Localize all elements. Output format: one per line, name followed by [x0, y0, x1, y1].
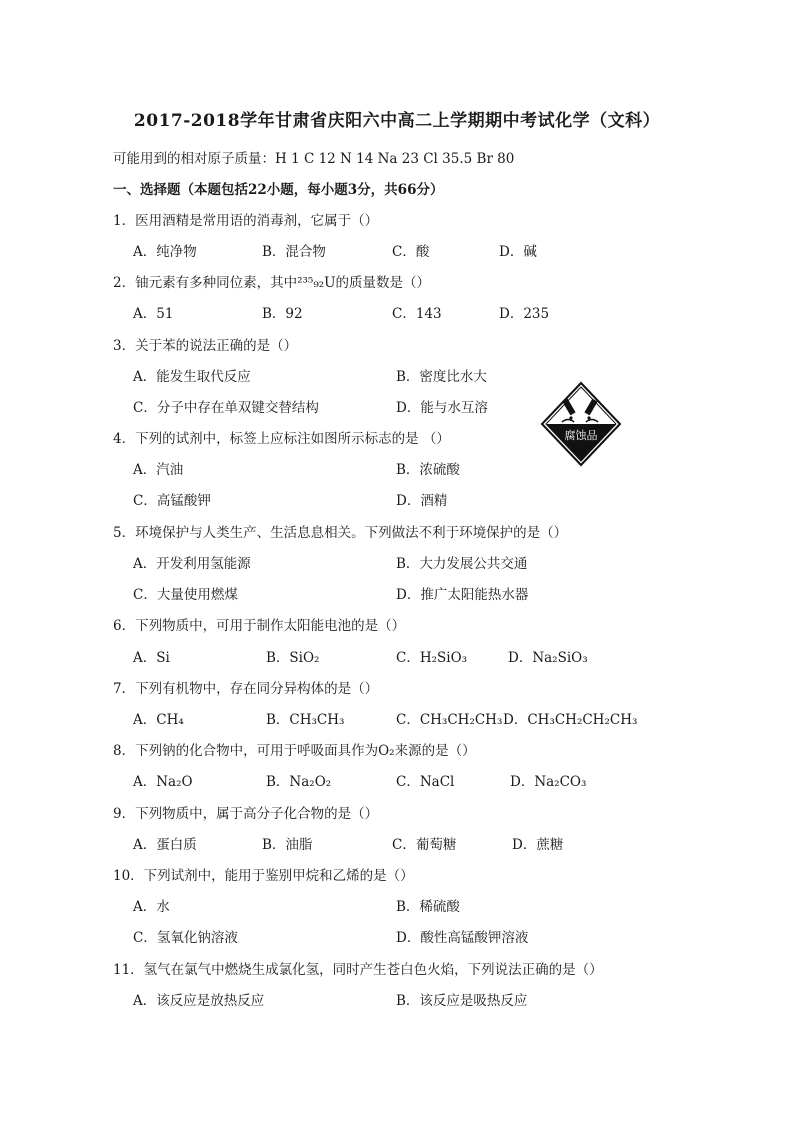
corrosive-hazard-icon [540, 381, 622, 467]
option-a: A．Si [133, 650, 170, 666]
question-stem: 2．铀元素有多种同位素，其中²³⁵₉₂U的质量数是（） [113, 275, 431, 291]
atomic-masses-note: 可能用到的相对原子质量：H 1 C 12 N 14 Na 23 Cl 35.5 Br 80 [113, 151, 515, 167]
option-c: C．分子中存在单双键交替结构 [133, 400, 319, 416]
option-b: B．油脂 [262, 837, 313, 853]
option-c: C．大量使用燃煤 [133, 587, 238, 603]
option-d: D．推广太阳能热水器 [396, 587, 529, 603]
option-d: D．CH₃CH₂CH₂CH₃ [503, 712, 638, 728]
option-c: C．NaCl [396, 774, 455, 790]
option-a: A．蛋白质 [133, 837, 197, 853]
option-d: D．蔗糖 [512, 837, 564, 853]
option-b: B．混合物 [262, 244, 326, 260]
option-a: A．汽油 [133, 462, 184, 478]
option-c: C．氢氧化钠溶液 [133, 930, 238, 946]
question-stem: 11．氢气在氯气中燃烧生成氯化氢，同时产生苍白色火焰，下列说法正确的是（） [113, 962, 603, 978]
option-a: A．CH₄ [133, 712, 184, 728]
option-c: C．酸 [392, 244, 430, 260]
option-c: C．CH₃CH₂CH₃ [396, 712, 503, 728]
question-stem: 9．下列物质中，属于高分子化合物的是（） [113, 806, 379, 822]
option-b: B．稀硫酸 [396, 899, 460, 915]
question-stem: 10．下列试剂中，能用于鉴别甲烷和乙烯的是（） [113, 868, 414, 884]
question-stem: 6．下列物质中，可用于制作太阳能电池的是（） [113, 618, 406, 634]
option-d: D．能与水互溶 [396, 400, 488, 416]
option-d: D．碱 [499, 244, 537, 260]
option-a: A．水 [133, 899, 170, 915]
option-d: D．Na₂CO₃ [510, 774, 587, 790]
option-b: B．该反应是吸热反应 [396, 993, 528, 1009]
option-b: B．92 [262, 306, 303, 322]
option-a: A．Na₂O [133, 774, 193, 790]
document-title: 2017-2018学年甘肃省庆阳六中高二上学期期中考试化学（文科） [133, 111, 661, 131]
question-stem: 5．环境保护与人类生产、生活息息相关。下列做法不利于环境保护的是（） [113, 525, 568, 541]
option-b: B．密度比水大 [396, 369, 487, 385]
option-c: C．H₂SiO₃ [396, 650, 468, 666]
option-b: B．Na₂O₂ [266, 774, 332, 790]
option-b: B．CH₃CH₃ [266, 712, 345, 728]
question-stem: 1．医用酒精是常用语的消毒剂，它属于（） [113, 213, 379, 229]
hazard-label: 腐蚀品 [564, 429, 598, 442]
question-stem: 8．下列钠的化合物中，可用于呼吸面具作为O₂来源的是（） [113, 743, 476, 759]
question-stem: 3．关于苯的说法正确的是（） [113, 338, 298, 354]
option-c: C．143 [392, 306, 442, 322]
option-d: D．Na₂SiO₃ [508, 650, 588, 666]
option-c: C．高锰酸钾 [133, 493, 211, 509]
option-a: A．能发生取代反应 [133, 369, 251, 385]
section-heading: 一、选择题（本题包括22小题，每小题3分，共66分） [113, 182, 444, 198]
option-b: B．大力发展公共交通 [396, 556, 528, 572]
option-b: B．浓硫酸 [396, 462, 460, 478]
option-a: A．纯净物 [133, 244, 197, 260]
option-d: D．酒精 [396, 493, 448, 509]
option-a: A．开发利用氢能源 [133, 556, 251, 572]
question-stem: 4．下列的试剂中，标签上应标注如图所示标志的是 （） [113, 431, 450, 447]
question-stem: 7．下列有机物中，存在同分异构体的是（） [113, 681, 379, 697]
option-c: C．葡萄糖 [392, 837, 457, 853]
option-b: B．SiO₂ [266, 650, 320, 666]
option-d: D．235 [499, 306, 550, 322]
option-a: A．51 [133, 306, 174, 322]
option-d: D．酸性高锰酸钾溶液 [396, 930, 529, 946]
option-a: A．该反应是放热反应 [133, 993, 265, 1009]
